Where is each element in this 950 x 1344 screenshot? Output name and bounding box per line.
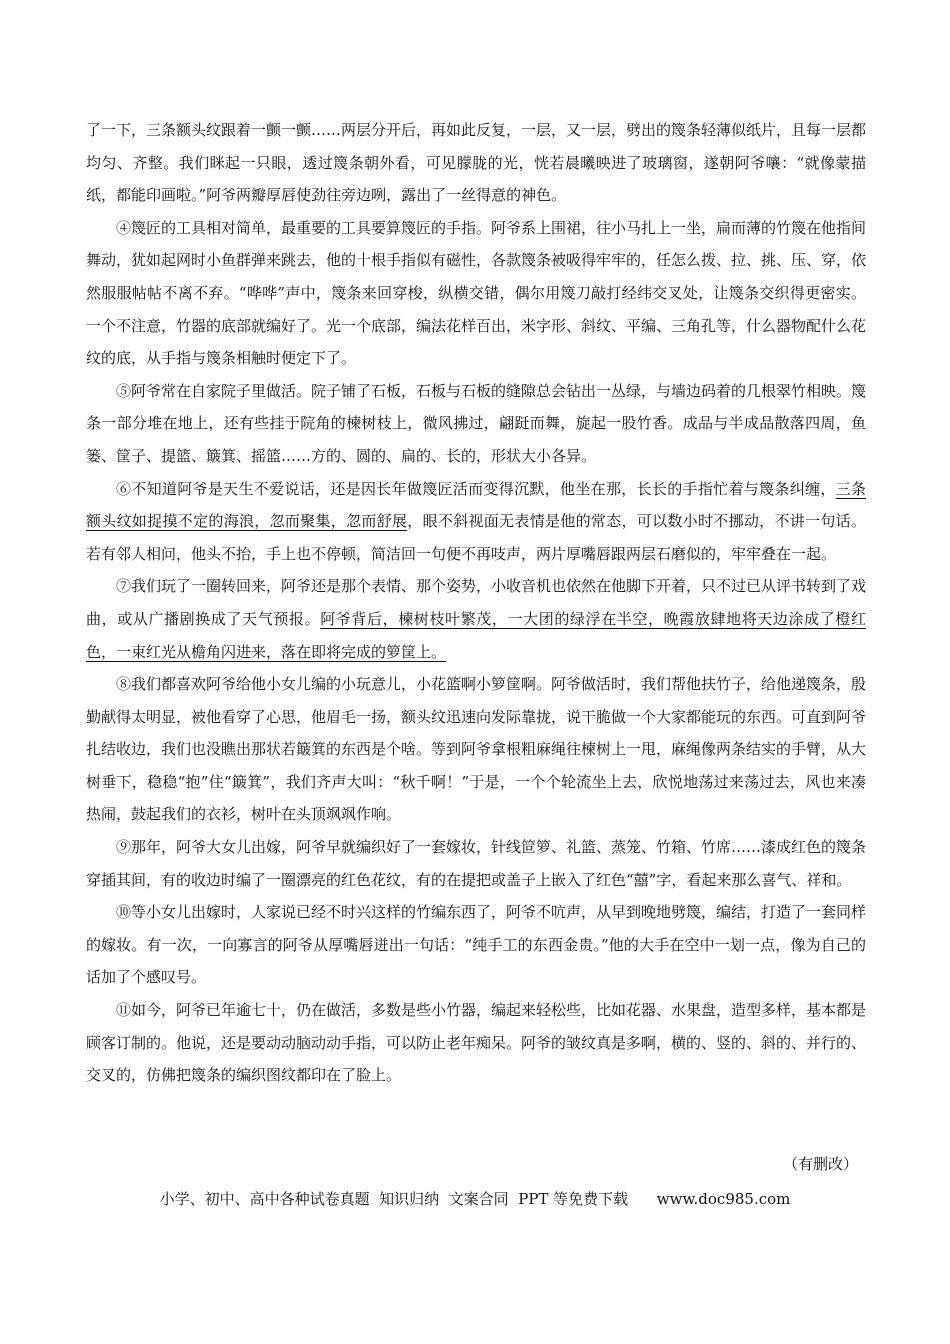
paragraph-text: ⑨那年，阿爷大女儿出嫁，阿爷早就编织好了一套嫁妆，针线笸箩、礼篮、蒸笼、竹箱、竹席……漆成红色的篾条穿插其间，有的收边时编了一圈漂亮的红色花纹，有的在提把或盖子上嵌入了红色“囍”字，看起来那么喜气、祥和。 — [86, 838, 867, 889]
paragraph-text: ⑤阿爷常在自家院子里做活。院子铺了石板，石板与石板的缝隙总会钻出一丛绿，与墙边码着的几根翠竹相映。篾条一部分堆在地上，还有些挂于院角的楝树枝上，微风拂过，翩跹而舞，旋起一股竹香。成品与半成品散落四周，鱼篓、筐子、提篮、簸箕、摇篮……方的、圆的、扁的、长的，形状大小各异。 — [86, 381, 867, 465]
paragraph-p7 — [86, 570, 866, 668]
paragraph-text: ⑧我们都喜欢阿爷给他小女儿编的小玩意儿，小花篮啊小箩筐啊。阿爷做活时，我们帮他扶竹子，给他递篾条，殷勤献得太明显，被他看穿了心思，他眉毛一扬，额头纹迅速向发际靠拢，说干脆做一个大家都能玩的东西。可直到阿爷扎结收边，我们也没瞧出那状若簸箕的东西是个啥。等到阿爷拿根粗麻绳往楝树上一甩，麻绳像两条结实的手臂，从大树垂下，稳稳“抱”住“簸箕”，我们齐声大叫：“秋千啊！”于是，一个个轮流坐上去，欣悦地荡过来荡过去，风也来凑热闹，鼓起我们的衣衫，树叶在头顶飒飒作响。 — [86, 675, 867, 824]
paragraph-p5 — [86, 375, 866, 473]
paragraph-p10 — [86, 896, 866, 994]
source-note: （有删改） — [782, 1155, 858, 1173]
paragraph-text: ⑦我们玩了一圈转回来，阿爷还是那个表情、那个姿势，小收音机也依然在他脚下开着，只不过已从评书转到了戏曲，或从广播剧换成了天气预报。 — [86, 577, 867, 628]
underlined-sentence: 三条额头纹如捉摸不定的海浪，忽而聚集，忽而舒展 — [86, 479, 866, 531]
paragraph-text: ，眼不斜视面无表情是他的常态，可以数小时不挪动，不讲一句话。若有邻人相问，他头不抬，手上也不停顿，简洁回一句便不再吱声，两片厚嘴唇跟两层石磨似的，牢牢叠在一起。 — [86, 512, 866, 563]
paragraph-p4 — [86, 212, 866, 375]
footer-banner: 小学、初中、高中各种试卷真题 知识归纳 文案合同 PPT 等免费下载 www.doc985.com — [159, 1190, 791, 1208]
paragraph-text: ⑪如今，阿爷已年逾七十，仍在做活，多数是些小竹器，编起来轻松些，比如花器、水果盘，造型多样，基本都是顾客订制的。他说，还是要动动脑动动手指，可以防止老年痴呆。阿爷的皱纹真是多啊，横的、竖的、斜的、并行的、交叉的，仿佛把篾条的编织图纹都印在了脸上。 — [86, 1001, 867, 1085]
paragraph-text: 了一下，三条额头纹跟着一颤一颤……两层分开后，再如此反复，一层，又一层，劈出的篾条轻薄似纸片，且每一层都均匀、齐整。我们眯起一只眼，透过篾条朝外看，可见朦胧的光，恍若晨曦映进了玻璃窗，遂朝阿爷嚷：“就像蒙描纸，都能印画啦。”阿爷两瓣厚唇使劲往旁边咧，露出了一丝得意的神色。 — [86, 121, 867, 205]
paragraph-p9 — [86, 831, 866, 896]
paragraph-text: ④篾匠的工具相对简单，最重要的工具要算篾匠的手指。阿爷系上围裙，往小马扎上一坐，扁而薄的竹篾在他指间舞动，犹如起网时小鱼群弹来跳去，他的十根手指似有磁性，各款篾条被吸得牢牢的，任怎么拨、拉、挑、压、穿，依然服服帖帖不离不弃。“哗哗”声中，篾条来回穿梭，纵横交错，偶尔用篾刀敲打经纬交叉处，让篾条交织得更密实。一个不注意，竹器的底部就编好了。光一个底部，编法花样百出，米字形、斜纹、平编、三角孔等，什么器物配什么花纹的底，从手指与篾条相触时便定下了。 — [86, 218, 867, 368]
paragraph-p11 — [86, 994, 866, 1092]
paragraph-p3-cont — [86, 114, 866, 212]
paragraph-p8 — [86, 668, 866, 831]
underlined-sentence: 阿爷背后，楝树枝叶繁茂，一大团的绿浮在半空，晚霞放肆地将天边涂成了橙红色，一束红光从檐角闪进来，落在即将完成的箩筐上。 — [86, 609, 866, 661]
paragraph-text: ⑥不知道阿爷是天生不爱说话，还是因长年做篾匠活而变得沉默，他坐在那，长长的手指忙着与篾条纠缠， — [116, 479, 836, 498]
paragraph-text: ⑩等小女儿出嫁时，人家说已经不时兴这样的竹编东西了，阿爷不吭声，从早到晚地劈篾，编结，打造了一套同样的嫁妆。有一次，一向寡言的阿爷从厚嘴唇迸出一句话：“纯手工的东西金贵。”他的大手在空中一划一点，像为自己的话加了个感叹号。 — [86, 903, 867, 987]
article-body — [86, 114, 866, 1092]
paragraph-p6 — [86, 473, 866, 571]
